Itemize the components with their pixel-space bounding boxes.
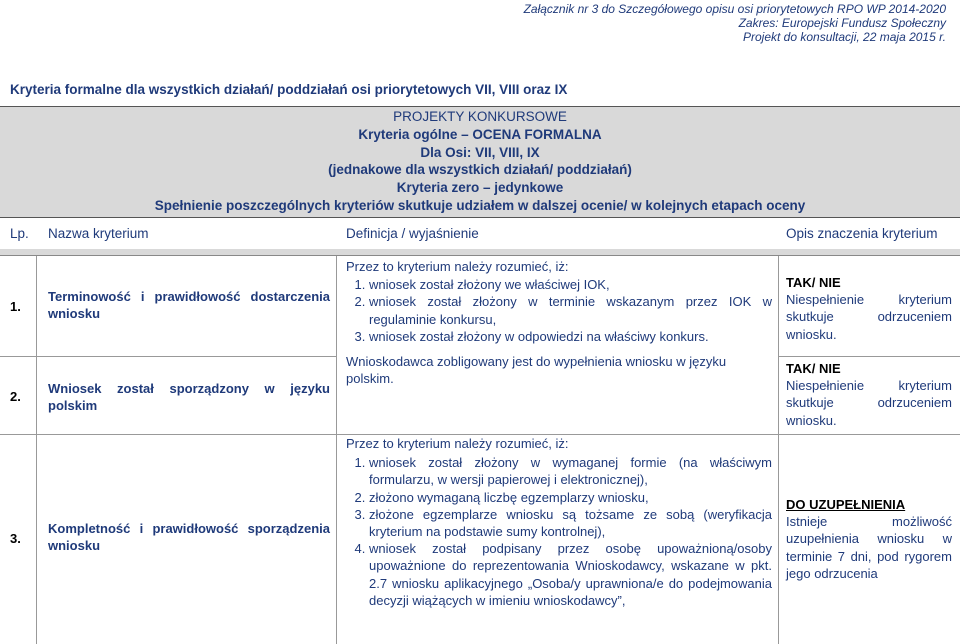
column-header-lp: Lp. [10,226,29,241]
definition-item: 3. wniosek został złożony w odpowiedzi na właściwy konkurs. [369,328,772,345]
definition-item: 3. złożone egzemplarze wniosku są tożsame ze sobą (weryfikacja kryterium na podstawie sumy kontrolnej), [369,506,772,540]
banner-line-1: PROJEKTY KONKURSOWE [393,109,567,124]
banner-line-5: Kryteria zero – jedynkowe [396,180,564,196]
row-number: 2. [10,389,21,404]
criterion-name: Terminowość i prawidłowość dostarczenia wniosku [48,289,330,322]
banner-line-2: Kryteria ogólne – OCENA FORMALNA [358,126,602,142]
criterion-meaning [786,274,952,343]
criterion-name: Kompletność i prawidłowość sporządzenia wniosku [48,521,330,554]
definition-text: Wnioskodawca zobligowany jest do wypełnienia wniosku w języku polskim. [346,354,727,387]
row-number: 1. [10,299,21,314]
column-header-meaning: Opis znaczenia kryterium [786,226,938,241]
column-header-name: Nazwa kryterium [48,226,149,241]
header-separator-bar [0,249,960,256]
criterion-definition-1-3 [346,258,772,387]
criteria-banner [0,106,960,218]
row-number: 3. [10,531,21,546]
document-header [386,2,946,44]
header-line-2: Zakres: Europejski Fundusz Społeczny [738,16,946,30]
banner-line-3: Dla Osi: VII, VIII, IX [420,144,540,160]
definition-intro: Przez to kryterium należy rozumieć, iż: [346,436,569,451]
meaning-heading: TAK/ NIE [786,275,841,290]
criterion-definition-3 [346,435,772,609]
row-divider [778,356,960,357]
banner-line-4: (jednakowe dla wszystkich działań/ poddziałań) [328,162,632,178]
definition-item: 4. wniosek został podpisany przez osobę upoważnioną/osoby upoważnione do reprezentowania Wnioskodawcy, wskazane w pkt. 2.7 wniosku aplikacyjnego „Osoba/y uprawniona/e do podejmowania decyzji wiążących w imieniu wnioskodawcy”, [369,540,772,609]
column-divider [36,256,37,644]
meaning-text: Niespełnienie kryterium skutkuje odrzuceniem wniosku. [786,378,952,428]
definition-intro: Przez to kryterium należy rozumieć, iż: [346,259,569,274]
definition-item: 1. wniosek został złożony we właściwej IOK, [369,276,772,293]
meaning-heading: DO UZUPEŁNIENIA [786,497,906,512]
definition-item: 2. wniosek został złożony w terminie wskazanym przez IOK w regulaminie konkursu, [369,293,772,327]
meaning-text: Istnieje możliwość uzupełnienia wniosku w terminie 7 dni, pod rygorem jego odrzucenia [786,514,952,581]
header-line-1: Załącznik nr 3 do Szczegółowego opisu osi priorytetowych RPO WP 2014-2020 [523,2,946,16]
definition-item: 1. wniosek został złożony w wymaganej formie (na właściwym formularzu, w wersji papierowej i elektronicznej), [369,454,772,488]
header-line-3: Projekt do konsultacji, 22 maja 2015 r. [743,30,946,44]
definition-item: 2. złożono wymaganą liczbę egzemplarzy wniosku, [369,489,772,506]
row-divider [0,356,336,357]
criterion-name: Wniosek został sporządzony w języku polskim [48,381,330,414]
meaning-text: Niespełnienie kryterium skutkuje odrzuceniem wniosku. [786,292,952,342]
criterion-meaning [786,496,952,582]
banner-line-6: Spełnienie poszczególnych kryteriów skutkuje udziałem w dalszej ocenie/ w kolejnych etapach oceny [154,197,806,213]
meaning-heading: TAK/ NIE [786,361,841,376]
column-divider [778,256,779,644]
criterion-meaning [786,360,952,429]
column-header-definition: Definicja / wyjaśnienie [346,226,479,241]
column-divider [336,256,337,644]
document-title: Kryteria formalne dla wszystkich działań/ poddziałań osi priorytetowych VII, VIII oraz IX [10,82,568,97]
